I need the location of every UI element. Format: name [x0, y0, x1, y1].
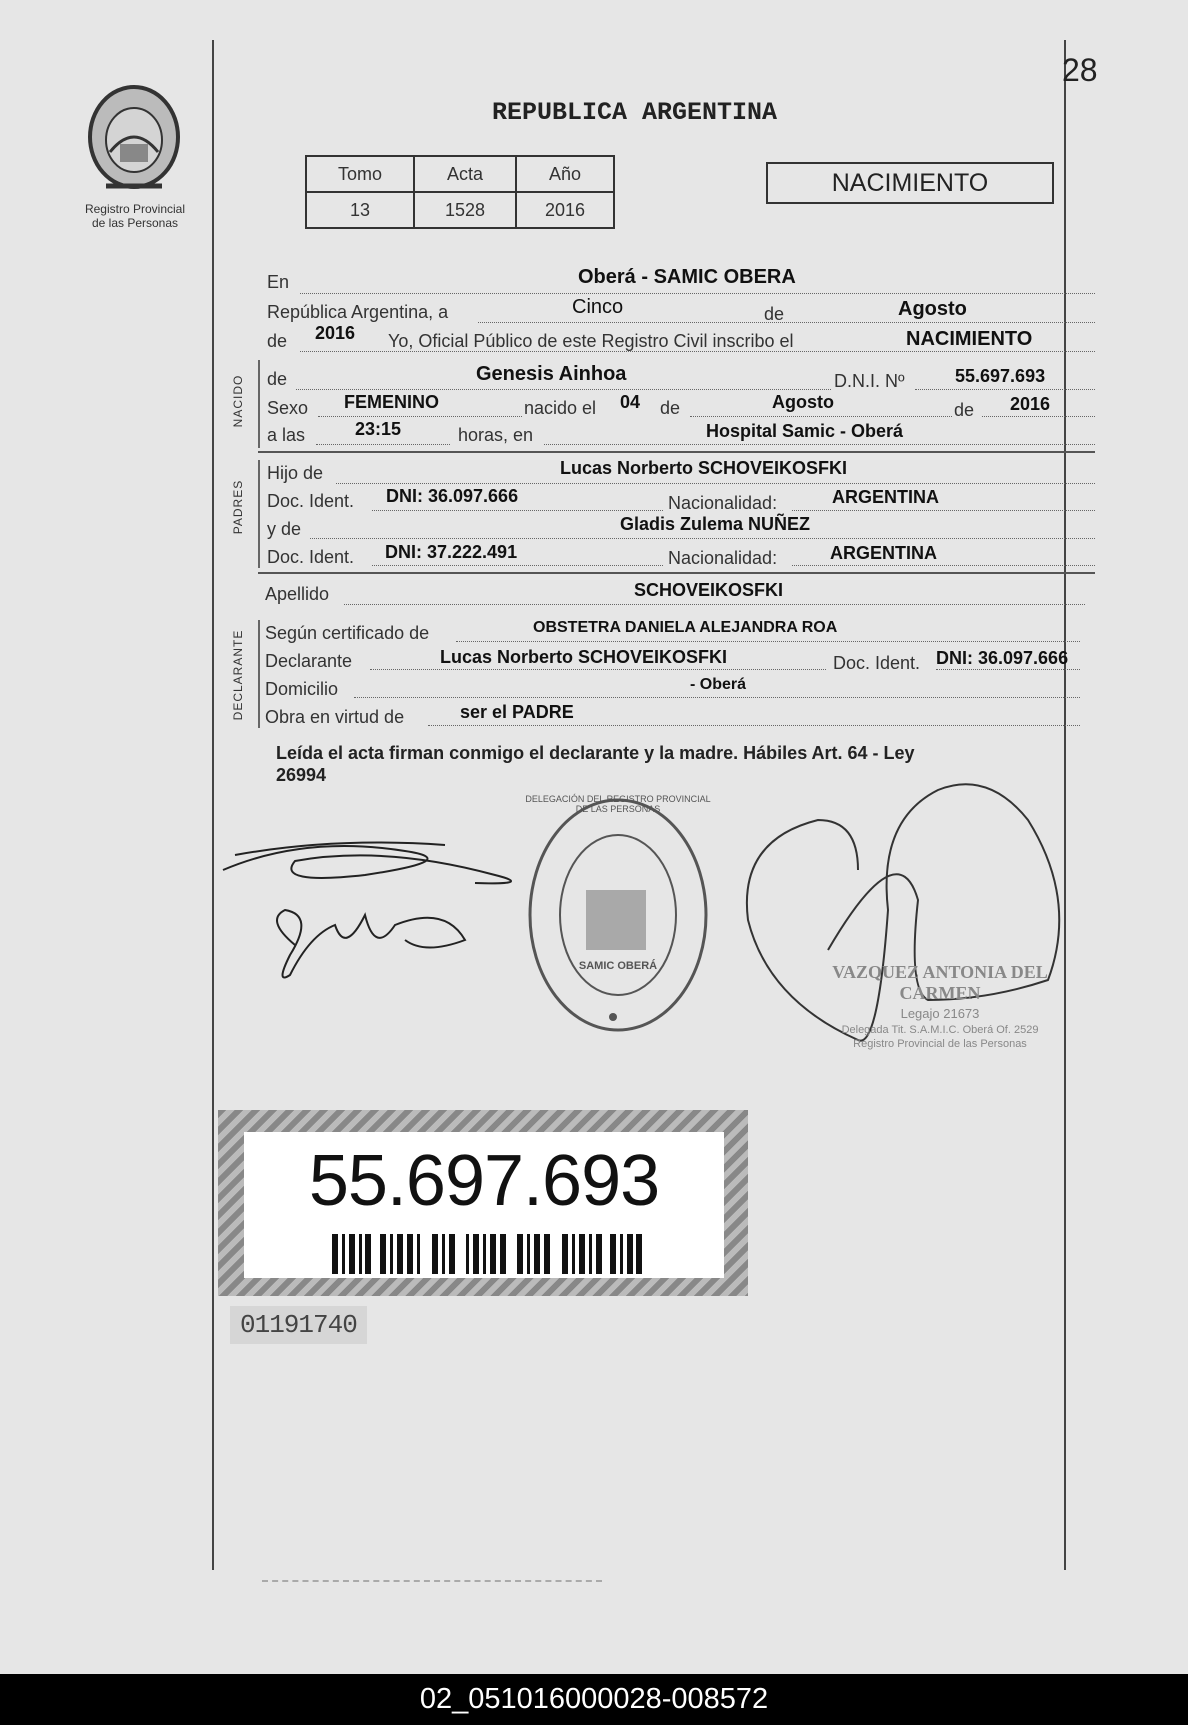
section-divider — [258, 572, 1095, 574]
acta-value: 1528 — [414, 192, 516, 228]
apellido-value: SCHOVEIKOSFKI — [634, 580, 784, 600]
acta-header: Acta — [414, 156, 516, 192]
dotted-line — [982, 416, 1095, 417]
de-label: de — [764, 304, 785, 324]
declarante-label: Declarante — [265, 651, 353, 671]
record-type-label: NACIMIENTO — [831, 169, 989, 197]
sidebar-line — [258, 360, 260, 448]
official-name: VAZQUEZ ANTONIA DEL CARMEN — [832, 962, 1048, 1003]
nacido-el-label: nacido el — [524, 398, 597, 418]
dotted-line — [310, 538, 1095, 539]
dotted-line — [300, 293, 1095, 294]
certificado-label: Según certificado de — [265, 623, 430, 643]
declarante-section-label: DECLARANTE — [231, 629, 245, 721]
official-org: Registro Provincial de las Personas — [853, 1038, 1027, 1050]
birth-place-value: Hospital Samic - Oberá — [706, 421, 904, 441]
dni-label: D.N.I. Nº — [834, 371, 905, 391]
dotted-line — [478, 322, 1095, 323]
horas-en-label: horas, en — [458, 425, 534, 445]
dotted-line — [936, 669, 1080, 670]
nacido-de2-label: de — [660, 398, 681, 418]
tomo-header: Tomo — [306, 156, 414, 192]
father-doc-label: Doc. Ident. — [267, 491, 355, 511]
logo-caption — [60, 202, 210, 230]
nacido-de-label: de — [267, 369, 288, 389]
dotted-line — [336, 483, 1095, 484]
child-dni-value: 55.697.693 — [955, 366, 1046, 386]
left-margin-line — [212, 40, 214, 1570]
certificado-value: OBSTETRA DANIELA ALEJANDRA ROA — [533, 619, 838, 636]
official-title: Delegada Tit. S.A.M.I.C. Oberá Of. 2529 — [841, 1024, 1039, 1036]
sexo-label: Sexo — [267, 398, 309, 418]
mother-doc-label: Doc. Ident. — [267, 547, 355, 567]
mother-doc-value: DNI: 37.222.491 — [385, 542, 518, 562]
place-value: Oberá - SAMIC OBERA — [578, 266, 796, 288]
country-heading: REPUBLICA ARGENTINA — [492, 98, 778, 127]
officer-text: Yo, Oficial Público de este Registro Civil inscribo el — [388, 331, 794, 351]
registry-stamp — [518, 790, 718, 1040]
nacido-de3-label: de — [954, 400, 975, 420]
province-seal-icon — [84, 82, 184, 200]
dotted-line — [372, 565, 663, 566]
record-type-box — [766, 162, 1054, 204]
dotted-line — [296, 389, 831, 390]
nacido-section-label: NACIDO — [231, 374, 245, 428]
dotted-line — [690, 416, 952, 417]
obra-label: Obra en virtud de — [265, 707, 405, 727]
barcode-icon — [332, 1234, 642, 1274]
declarante-doc-label: Doc. Ident. — [833, 653, 921, 673]
dotted-line — [300, 351, 1095, 352]
dotted-line — [370, 669, 826, 670]
stamp-inner-text: SAMIC OBERÁ — [578, 960, 658, 972]
page-number: 28 — [1062, 52, 1098, 88]
padres-section-label: PADRES — [231, 479, 245, 535]
declarante-value: Lucas Norberto SCHOVEIKOSFKI — [440, 647, 728, 667]
sidebar-line — [258, 460, 260, 568]
apellido-label: Apellido — [265, 584, 330, 604]
birth-month-value: Agosto — [772, 392, 834, 412]
dotted-line — [915, 389, 1095, 390]
father-nac-value: ARGENTINA — [832, 487, 939, 507]
time-value: 23:15 — [355, 419, 402, 439]
day-text-value: Cinco — [572, 296, 624, 318]
republica-label: República Argentina, a — [267, 302, 449, 322]
obra-value: ser el PADRE — [460, 702, 574, 722]
dotted-line — [344, 604, 1085, 605]
child-name-value: Genesis Ainhoa — [476, 363, 627, 385]
anio-header: Año — [516, 156, 614, 192]
dotted-line — [428, 725, 1080, 726]
tomo-value: 13 — [306, 192, 414, 228]
dotted-line — [456, 641, 1080, 642]
dotted-line — [354, 697, 1080, 698]
dotted-line — [792, 510, 1095, 511]
father-doc-value: DNI: 36.097.666 — [386, 486, 519, 506]
sticker-label — [244, 1132, 724, 1278]
registry-table — [305, 155, 615, 229]
dotted-line — [262, 1580, 602, 1582]
domicilio-value: - Oberá — [690, 676, 747, 693]
mother-nac-value: ARGENTINA — [830, 543, 937, 563]
father-name-value: Lucas Norberto SCHOVEIKOSFKI — [560, 458, 848, 478]
sexo-value: FEMENINO — [344, 392, 440, 412]
hijo-de-label: Hijo de — [267, 463, 324, 483]
sidebar-line — [258, 620, 260, 728]
mother-nac-label: Nacionalidad: — [668, 548, 778, 568]
a-las-label: a las — [267, 425, 306, 445]
anio-value: 2016 — [516, 192, 614, 228]
dotted-line — [792, 565, 1095, 566]
official-stamp-text — [800, 962, 1080, 1050]
serial-number: 01191740 — [230, 1306, 367, 1344]
closing-line1: Leída el acta firman conmigo el declarante y la madre. Hábiles Art. 64 - Ley — [276, 743, 915, 763]
declarante-doc-value: DNI: 36.097.666 — [936, 648, 1069, 668]
father-nac-label: Nacionalidad: — [668, 493, 778, 513]
domicilio-label: Domicilio — [265, 679, 339, 699]
declarant-signature — [215, 815, 555, 995]
sticker-number: 55.697.693 — [308, 1141, 660, 1221]
en-label: En — [267, 272, 290, 292]
month-value: Agosto — [898, 298, 967, 320]
stamp-ring-text: DELEGACIÓN DEL REGISTRO PROVINCIAL DE LAS PERSONAS — [525, 794, 711, 814]
mother-name-value: Gladis Zulema NUÑEZ — [620, 514, 811, 534]
filename: 02_051016000028-008572 — [419, 1683, 769, 1715]
section-divider — [258, 451, 1095, 453]
dotted-line — [544, 444, 1095, 445]
record-type-value: NACIMIENTO — [906, 328, 1033, 350]
year-value: 2016 — [315, 323, 356, 343]
dotted-line — [372, 510, 663, 511]
closing-line2: 26994 — [276, 765, 327, 785]
official-legajo: Legajo 21673 — [900, 1006, 980, 1021]
de2-label: de — [267, 331, 288, 351]
birth-day-value: 04 — [620, 392, 641, 412]
dotted-line — [318, 416, 522, 417]
dotted-line — [316, 444, 450, 445]
y-de-label: y de — [267, 519, 302, 539]
birth-year-value: 2016 — [1010, 394, 1051, 414]
dni-sticker — [218, 1110, 748, 1296]
logo-caption-line2: de las Personas — [91, 216, 179, 230]
logo-caption-line1: Registro Provincial — [84, 202, 186, 216]
filename-footer — [0, 1674, 1188, 1725]
